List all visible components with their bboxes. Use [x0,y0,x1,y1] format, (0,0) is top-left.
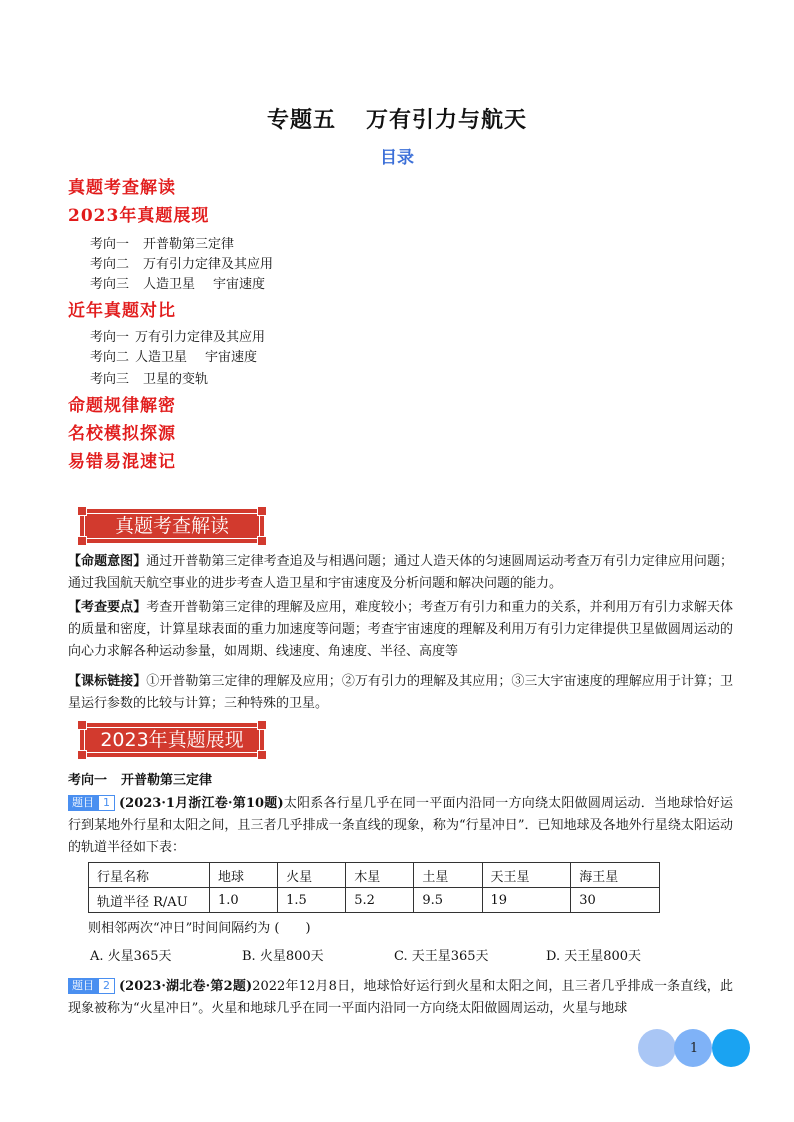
table-row: 行星名称 地球 火星 木星 土星 天王星 海王星 [89,863,660,888]
question-number: 2 [98,978,115,994]
question-tag: 题目 [68,795,98,811]
table-row: 轨道半径 R/AU 1.0 1.5 5.2 9.5 19 30 [89,888,660,913]
question-stem: 则相邻两次“冲日”时间间隔约为 ( ) [88,921,311,936]
toc-label: 目录 [380,148,414,168]
answer-choices [90,945,698,964]
question-2: 题目 2 (2023·湖北卷·第2题)2022年12月8日，地球恰好运行到火星和太阳之间，且三者几乎排成一条直线，此现象被称为“火星冲日”。火星和地球几乎在同一平面内沿同一方向绕太阳做圆周运动，火星与地球 [68,979,733,1016]
question-1: 题目 1 (2023·1月浙江卷·第10题)太阳系各行星几乎在同一平面内沿同一方向绕太阳做圆周运动．当地球恰好运行到某地外行星和太阳之间，且三者几乎排成一条直线的现象，称为“行星冲日”．已知地球及各地外行星绕太阳运动的轨道半径如下表： [68,796,733,855]
choice-a[interactable]: A. 火星365天 [90,949,172,964]
page-title: 专题五 万有引力与航天 [266,108,528,133]
orbit-table [88,862,660,913]
toc-link-exam-analysis[interactable]: 真题考查解读 [68,178,176,198]
toc-link-errors[interactable]: 易错易混速记 [68,452,176,472]
toc-link-recent-exam[interactable]: 近年真题对比 [68,301,176,321]
toc-item[interactable]: 考向三 卫星的变轨 [90,372,209,387]
choice-d[interactable]: D. 天王星800天 [546,949,642,964]
section-banner: 2023年真题展现 [80,723,264,757]
toc-link-2023-exam[interactable]: 2023年真题展现 [68,206,210,226]
toc-item[interactable]: 考向三 人造卫星 宇宙速度 [90,277,266,292]
key-points-paragraph: 【考查要点】考查开普勒第三定律的理解及应用，难度较小；考查万有引力和重力的关系，并利用万有引力求解天体的质量和密度，计算星球表面的重力加速度等问题；考查宇宙速度的理解及利用万有引力定律提供卫星做圆周运动的向心力求解各种运动参量，如周期、线速度、角速度、半径、高度等 [68,600,733,659]
toc-item[interactable]: 考向二 万有引力定律及其应用 [90,257,274,272]
toc-link-simulation[interactable]: 名校模拟探源 [68,424,176,444]
question-tag: 题目 [68,978,98,994]
toc-item[interactable]: 考向一 开普勒第三定律 [90,237,235,252]
toc-link-rules[interactable]: 命题规律解密 [68,396,176,416]
question-number: 1 [98,795,115,811]
choice-b[interactable]: B. 火星800天 [242,949,324,964]
curriculum-paragraph: 【课标链接】①开普勒第三定律的理解及应用；②万有引力的理解及其应用；③三大宇宙速度的理解应用于计算；卫星运行参数的比较与计算；三种特殊的卫星。 [68,674,733,711]
section-heading: 考向一 开普勒第三定律 [68,773,213,788]
toc-item[interactable]: 考向一 万有引力定律及其应用 [90,330,266,345]
section-banner: 真题考查解读 [80,509,264,543]
intent-paragraph: 【命题意图】通过开普勒第三定律考查追及与相遇问题；通过人造天体的匀速圆周运动考查万有引力定律应用问题；通过我国航天航空事业的进步考查人造卫星和宇宙速度及分析问题和解决问题的能力。 [68,554,733,591]
choice-c[interactable]: C. 天王星365天 [394,949,489,964]
page-number: 1 [689,1041,699,1056]
toc-item[interactable]: 考向二 人造卫星 宇宙速度 [90,350,258,365]
